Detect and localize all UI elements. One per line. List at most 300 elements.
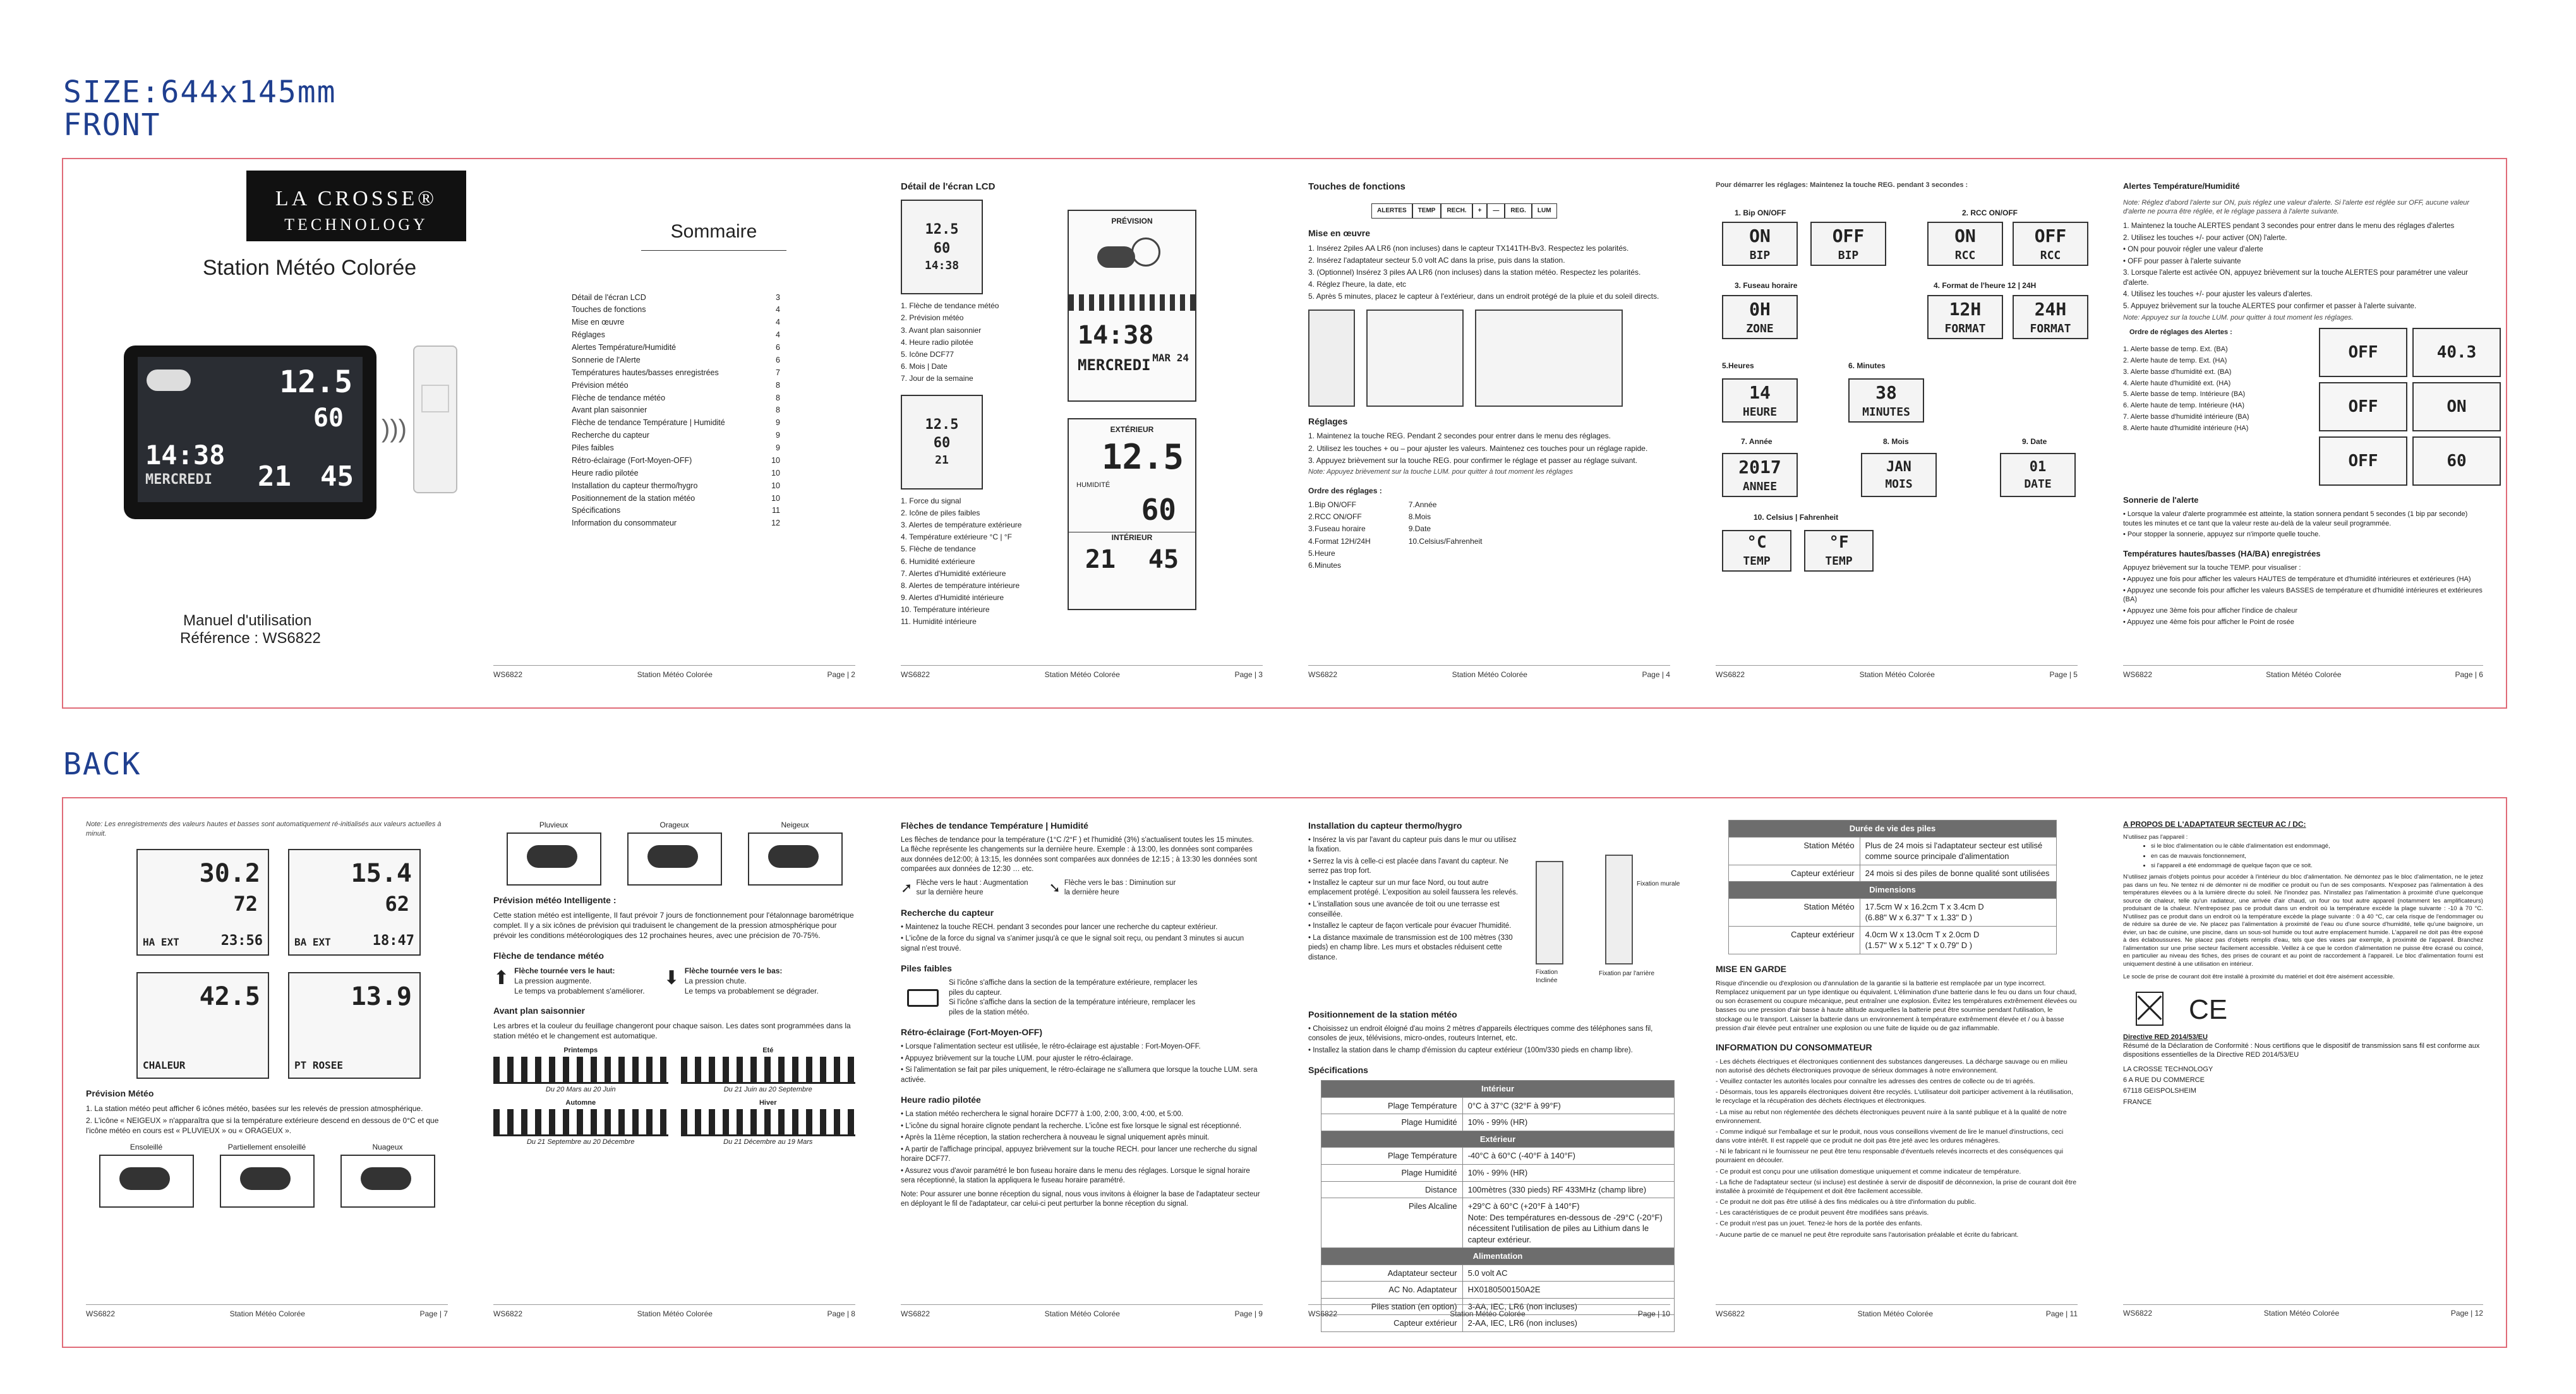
weather-icon-label: Neigeux	[781, 820, 809, 829]
footer-page: Page | 6	[2455, 670, 2483, 679]
table-cell-label: Plage Température	[1321, 1097, 1463, 1114]
up-1: La pression augmente.	[514, 976, 592, 985]
setup-list	[1308, 243, 1670, 302]
toc-item	[572, 405, 780, 416]
settings-screens-title: Pour démarrer les réglages: Maintenez la touche REG. pendant 3 secondes :	[1716, 181, 1968, 189]
table-cell-value: HX0180500150A2E	[1462, 1282, 1674, 1299]
settings-screens-panel	[1693, 159, 2100, 707]
footer-model: WS6822	[86, 1309, 116, 1318]
toc-item-page: 6	[776, 343, 780, 352]
records-forecast	[86, 1103, 448, 1136]
table-row	[1321, 1148, 1675, 1165]
company-address	[2123, 1065, 2483, 1107]
humidite-label: HUMIDITÉ	[1076, 481, 1110, 490]
toc-item-label: Flèche de tendance météo	[572, 393, 666, 402]
toc-item	[572, 292, 780, 303]
footer-model: WS6822	[1716, 1309, 1745, 1318]
record-screen	[288, 972, 421, 1079]
up-title: Flèche tournée vers le haut:	[514, 966, 615, 975]
table-row	[1321, 1282, 1675, 1299]
toc-item-page: 10	[771, 455, 780, 465]
table-cell-value: 17.5cm W x 16.2cm T x 3.4cm D (6.88" W x 6.37" T x 1.33" D )	[1860, 898, 2056, 926]
trees-icon	[493, 1109, 668, 1136]
toc-item-page: 8	[776, 406, 780, 415]
weather-icon-box	[507, 820, 601, 886]
season-text: Les arbres et la couleur du feuillage changeront pour chaque saison. Les dates sont programmées dans la station météo et le changement est automatique.	[493, 1021, 851, 1041]
forecast-icons	[86, 1142, 448, 1208]
list-item: 7. Alertes d'Humidité extérieure	[901, 568, 1006, 578]
table-cell-value: 24 mois si des piles de bonne qualité sont utilisées	[1860, 865, 2056, 882]
list-item: • Si l'alimentation se fait par piles uniquement, le rétro-éclairage ne s'allumera que lorsque la touche LUM. sera activée.	[901, 1066, 1258, 1084]
trend-title: Flèche de tendance météo	[493, 950, 605, 961]
toc-item	[572, 455, 780, 466]
list-item: 2. Utilisez les touches + ou – pour ajuster les valeurs. Maintenez ces touches pour un réglage rapide.	[1308, 443, 1648, 453]
page-footer	[86, 1304, 448, 1319]
trend-panel	[878, 798, 1285, 1347]
trees-strip	[1069, 294, 1195, 311]
list-item: LA CROSSE TECHNOLOGY	[2123, 1065, 2213, 1073]
toc-item-page: 11	[772, 506, 780, 515]
list-item: Appuyez brièvement sur la touche TEMP. pour visualiser :	[2123, 563, 2301, 572]
table-header: Intérieur	[1321, 1081, 1675, 1098]
toc-item-label: Piles faibles	[572, 443, 614, 452]
forecast-icons-2	[493, 820, 855, 886]
weather-icon-box	[99, 1142, 194, 1208]
screen-date: 01 DATE	[2000, 453, 2076, 497]
toc-item	[572, 342, 780, 353]
table-row	[1321, 1164, 1675, 1181]
alert-screen: 60	[2412, 436, 2501, 486]
toc-item-page: 3	[776, 292, 780, 302]
thumb2-hum: 60	[933, 435, 951, 452]
battery-2: Si l'icône s'affiche dans la section de la température intérieure, remplacer les piles de la station météo.	[949, 999, 1196, 1016]
toc-item-label: Installation du capteur thermo/hygro	[572, 481, 698, 490]
list-item: 3. (Optionnel) Insérez 3 piles AA LR6 (non incluses) dans la station météo. Respectez les polarités.	[1308, 268, 1641, 277]
minmax-title: Températures hautes/basses (HA/BA) enregistrées	[2123, 549, 2321, 559]
toc-item-label: Heure radio pilotée	[572, 468, 639, 478]
toc-item-label: Réglages	[572, 330, 605, 340]
table-cell-value: 0°C à 37°C (32°F à 99°F)	[1462, 1097, 1674, 1114]
list-item: 1. Alerte basse de temp. Ext. (BA)	[2123, 345, 2228, 354]
lcd-big-day: MERCREDI	[1078, 356, 1151, 375]
table-cell-value: 10% - 99% (HR)	[1462, 1114, 1674, 1131]
season-dates: Du 21 Décembre au 19 Mars	[723, 1138, 813, 1146]
footer-model: WS6822	[1308, 1309, 1338, 1318]
list-item: - La fiche de l'adaptateur secteur (si incluse) est destinée à servir de dispositif de déconnexion, la prise de courant doit être installée à proximité de l'équipement et doit être facilement accessible.	[1716, 1178, 2077, 1195]
toc-item-label: Sonnerie de l'Alerte	[572, 355, 641, 364]
front-band	[62, 158, 2507, 709]
fix3-label: Fixation par l'arrière	[1599, 970, 1655, 977]
screen-mois: JAN MOIS	[1861, 453, 1937, 497]
table-cell-label: Station Météo	[1729, 837, 1860, 865]
sensor-fix-2	[1605, 855, 1633, 964]
table-cell-value: 100mètres (330 pieds) RF 433MHz (champ libre)	[1462, 1181, 1674, 1198]
toc-item-page: 4	[776, 330, 780, 340]
alert-screen: OFF	[2319, 382, 2407, 431]
smart-title: Prévision météo Intelligente :	[493, 895, 617, 906]
toc-item	[572, 418, 780, 428]
table-cell-label: Capteur extérieur	[1729, 926, 1860, 954]
record-hum: 72	[233, 891, 258, 916]
list-item: • La station météo recherchera le signal horaire DCF77 à 1:00, 2:00, 3:00, 4:00, et 5:00.	[901, 1110, 1184, 1119]
order-right	[1409, 500, 1483, 572]
device-cloud-icon	[147, 370, 191, 391]
consumer-list	[1716, 1057, 2078, 1239]
list-item: • ON pour pouvoir régler une valeur d'alerte	[2123, 246, 2263, 254]
page-footer	[1716, 1304, 2078, 1319]
table-cell-label: Capteur extérieur	[1321, 1315, 1463, 1332]
list-item: - Les déchets électriques et électroniques contiennent des substances dangereuses. La décharge sauvage ou en milieu non autorisé des déchets électroniques provoque de sérieux dommages à notre environnement.	[1716, 1057, 2067, 1074]
record-temp: 13.9	[351, 982, 412, 1011]
table-row	[1729, 926, 2057, 954]
table-cell-label: Station Météo	[1729, 898, 1860, 926]
toc-item-label: Flèche de tendance Température | Humidité	[572, 418, 725, 428]
list-item: - Ce produit est conçu pour une utilisation domestique uniquement et comme indicateur de température.	[1716, 1167, 2021, 1175]
list-item: 5. Alerte basse de temp. Intérieure (BA)	[2123, 390, 2246, 399]
alert-screen: OFF	[2319, 436, 2407, 486]
table-cell-value: 4.0cm W x 13.0cm T x 2.0cm D (1.57" W x 5.12" T x 0.79" D )	[1860, 926, 2056, 954]
weather-a-0-icon	[99, 1155, 194, 1208]
keys-row	[1371, 203, 1670, 219]
consumer-title: INFORMATION DU CONSOMMATEUR	[1716, 1042, 1872, 1052]
sensor-back	[1308, 309, 1355, 407]
list-item: 3. Avant plan saisonnier	[901, 325, 982, 335]
footer-page: Page | 7	[419, 1309, 448, 1318]
list-item: • L'icône du signal horaire clignote pendant la recherche. L'icône est fixe lorsque le signal est réceptionné.	[901, 1122, 1242, 1130]
list-item: 5. Appuyez brièvement sur la touche ALERTES pour confirmer et passer à l'alerte suivante.	[2123, 302, 2417, 310]
brand-logo	[246, 171, 466, 241]
toc-item-page: 4	[776, 318, 780, 327]
screen-rcc-on: ON RCC	[1927, 222, 2003, 266]
spec-title: Spécifications	[1308, 1065, 1368, 1076]
brand-line2: TECHNOLOGY	[284, 215, 428, 234]
list-item: 2. Icône de piles faibles	[901, 508, 980, 517]
record-label: HA EXT	[143, 936, 179, 949]
season-dates: Du 20 Mars au 20 Juin	[545, 1086, 616, 1094]
list-item: 3. Alerte basse d'humidité ext. (BA)	[2123, 368, 2232, 376]
thumb2-temp-in: 21	[935, 454, 949, 467]
footer-model: WS6822	[2123, 1309, 2153, 1318]
table-cell-label: Adaptateur secteur	[1321, 1265, 1463, 1282]
list-item: 1. Insérez 2piles AA LR6 (non incluses) dans le capteur TX141TH-Bv3. Respectez les polarités.	[1308, 243, 1629, 253]
toc-item-label: Températures hautes/basses enregistrées	[572, 368, 719, 377]
table-cell-value: 2-AA, IEC, LR6 (non incluses)	[1462, 1315, 1674, 1332]
station-back	[1475, 309, 1623, 407]
radio-list	[901, 1110, 1263, 1186]
key-0: ALERTES	[1371, 203, 1412, 219]
label-bip: 1. Bip ON/OFF	[1735, 208, 1786, 217]
screen-24h: 24H FORMAT	[2013, 295, 2088, 339]
table-row	[1321, 1114, 1675, 1131]
footer-page: Page | 10	[1637, 1309, 1670, 1318]
table-cell-label: AC No. Adaptateur	[1321, 1282, 1463, 1299]
table-row	[1321, 1097, 1675, 1114]
list-item: • La distance maximale de transmission est de 100 mètres (330 pieds) en champ libre. Les murs et obstacles réduisent cette distance.	[1308, 934, 1513, 961]
list-item: 7.Année	[1408, 500, 1437, 510]
screen-minutes: 38 MINUTES	[1848, 378, 1924, 423]
size-label: SIZE:644x145mm	[63, 75, 337, 110]
ring-title: Sonnerie de l'alerte	[2123, 495, 2199, 505]
toc-item-label: Positionnement de la station météo	[572, 493, 695, 503]
list-item: 7. Jour de la semaine	[901, 374, 973, 383]
footer-page: Page | 12	[2450, 1309, 2483, 1318]
list-item: 1. La station météo peut afficher 6 icônes météo, basées sur les relevés de pression atmosphérique.	[86, 1103, 423, 1113]
lcd-big-hum: 60	[1141, 492, 1176, 527]
lcd-thumb-2	[901, 395, 983, 490]
spec-table	[1321, 1080, 1675, 1332]
season-name: Eté	[762, 1047, 774, 1055]
toc-item-page: 9	[776, 443, 780, 452]
record-temp: 30.2	[199, 858, 260, 888]
list-item: 9.Date	[1408, 524, 1431, 534]
ce-mark-icon: CE	[2189, 994, 2228, 1025]
list-item: - Ce produit n'est pas un jouet. Tenez-le hors de la portée des enfants.	[1716, 1220, 1922, 1228]
list-item: • Appuyez brièvement sur la touche LUM. pour ajuster le rétro-éclairage.	[901, 1054, 1133, 1062]
functions-panel	[1285, 159, 1693, 707]
screen-bip-on: ON BIP	[1722, 222, 1798, 266]
table-cell-label: Plage Humidité	[1321, 1164, 1463, 1181]
season-dates: Du 21 Septembre au 20 Décembre	[526, 1138, 635, 1146]
list-item: - La mise au rebut non réglementée des déchets électroniques peuvent nuire à la santé publique et à la qualité de notre environnement.	[1716, 1108, 2067, 1125]
screen-12h: 12H FORMAT	[1927, 295, 2003, 339]
weather-icon-box	[340, 1142, 435, 1208]
list-item: 4. Alerte haute d'humidité ext. (HA)	[2123, 379, 2231, 387]
cover-panel	[63, 159, 471, 707]
record-screen	[288, 849, 421, 956]
page-footer	[493, 665, 855, 680]
list-item: 3.Fuseau horaire	[1308, 524, 1366, 534]
page-footer	[901, 1304, 1263, 1319]
screen-fahrenheit: °F TEMP	[1804, 530, 1874, 572]
radio-note: Note: Pour assurer une bonne réception du signal, nous vous invitons à éloigner la base de l'adaptateur secteur en déployant le fil de l'adaptateur, car celui-ci peut perturber la bonne réception du signal.	[901, 1190, 1260, 1208]
records-screens	[136, 849, 448, 1079]
table-cell-value: -40°C à 60°C (-40°F à 140°F)	[1462, 1148, 1674, 1165]
adapter-intro: N'utilisez pas l'appareil :	[2123, 833, 2188, 841]
toc-item-page: 9	[776, 418, 780, 428]
footer-name: Station Météo Colorée	[1450, 1309, 1526, 1318]
toc-item-page: 7	[776, 368, 780, 377]
footer-page: Page | 9	[1234, 1309, 1263, 1318]
light-list	[901, 1042, 1263, 1085]
table-row	[1321, 1181, 1675, 1198]
list-item: • L'installation sous une avancée de toit ou une terrasse est conseillée.	[1308, 900, 1500, 918]
records-panel	[63, 798, 471, 1347]
footer-page: Page | 2	[827, 670, 855, 679]
install-panel	[1285, 798, 1693, 1347]
thumb1-hum: 60	[933, 241, 951, 257]
trend-t-text: Les flèches de tendance pour la température (1°C /2°F ) et l'humidité (3%) s'actualisent toutes les 15 minutes. La flèche représente les changements sur la dernière heure. Exemple : à 13:00, les données sont comparées aux données de12:00; à 13:15, les données sont comparées aux données de 12:15 ; à 13:30 les données sont comparées aux données de 12:30 … etc.	[901, 836, 1257, 874]
list-item: • Insérez la vis par l'avant du capteur puis dans le mur ou utilisez la fixation.	[1308, 836, 1517, 854]
list-item: • Après la 11ème réception, la station recherchera à nouveau le signal uniquement après minuit.	[901, 1134, 1210, 1142]
pos-list	[1308, 1024, 1670, 1056]
manual-label: Manuel d'utilisation	[183, 612, 312, 629]
list-item: 3. Alertes de température extérieure	[901, 520, 1022, 529]
table-cell-label: Piles station (en option)	[1321, 1298, 1463, 1315]
lcd-big-temp-in: 21	[1085, 545, 1116, 575]
adapter-footer-body: Le socle de prise de courant doit être installé à proximité du matériel et doit être aisément accessible.	[2123, 973, 2395, 981]
alerts-screens	[2319, 328, 2506, 486]
list-item: • Maintenez la touche RECH. pendant 3 secondes pour lancer une recherche du capteur extérieur.	[901, 923, 1218, 931]
page-footer	[493, 1304, 855, 1319]
list-item: - Aucune partie de ce manuel ne peut être reproduite sans l'autorisation préalable et écrite du fabricant.	[1716, 1230, 2019, 1239]
season-dates: Du 21 Juin au 20 Septembre	[723, 1086, 812, 1094]
weather-icon-label: Nuageux	[372, 1143, 403, 1152]
table-cell-label: Distance	[1321, 1181, 1463, 1198]
device-screen	[138, 357, 363, 502]
list-item: 6.Minutes	[1308, 561, 1342, 570]
list-item: - Ni le fabricant ni le fournisseur ne peut être tenu responsable d'éventuels relevés incorrects et des conséquences qui pourraient en découler.	[1716, 1148, 2064, 1165]
toc-item	[572, 304, 780, 315]
adapter-bullets	[2123, 843, 2483, 870]
list-item: 2. Prévision météo	[901, 313, 964, 323]
page-footer	[2123, 665, 2483, 680]
battery-1: Si l'icône s'affiche dans la section de la température extérieure, remplacer les piles du capteur.	[949, 979, 1198, 997]
adapter-panel	[2100, 798, 2506, 1347]
trend-t-title: Flèches de tendance Température | Humidité	[901, 820, 1088, 831]
list-item: • L'icône de la force du signal va s'animer jusqu'à ce que le signal soit reçu, ou pendant 3 minutes si aucun signal n'est trouvé.	[901, 935, 1244, 952]
down-title: Flèche tournée vers le bas:	[684, 966, 783, 975]
list-item: - Les caractéristiques de ce produit peuvent être modifiées sans préavis.	[1716, 1209, 1929, 1217]
device-temp-in: 21	[258, 460, 291, 493]
table-row	[1321, 1198, 1675, 1248]
ring-list	[2123, 510, 2483, 540]
weather-icon-box	[627, 820, 722, 886]
key-5: REG.	[1505, 203, 1531, 219]
toc-item-page: 4	[776, 305, 780, 315]
install-list	[1308, 836, 1523, 963]
record-label: PT ROSEE	[294, 1059, 344, 1072]
footer-name: Station Météo Colorée	[1044, 1309, 1120, 1318]
screen-zone: 0H ZONE	[1722, 295, 1798, 339]
season-title: Avant plan saisonnier	[493, 1006, 585, 1016]
table-cell-label: Plage Humidité	[1321, 1114, 1463, 1131]
list-item: • en cas de mauvais fonctionnement,	[2151, 853, 2483, 860]
weather-b-2-icon	[748, 832, 843, 886]
season-box	[681, 1046, 856, 1095]
record-label: BA EXT	[294, 936, 331, 949]
list-item: 4. Utilisez les touches +/- pour ajuster les valeurs d'alertes.	[2123, 291, 2313, 299]
lcd-detail-title: Détail de l'écran LCD	[901, 181, 996, 192]
trend-down-icon: ➘	[1049, 879, 1061, 896]
list-item: • Choisissez un endroit éloigné d'au moins 2 mètres d'appareils électriques comme des téléphones sans fil, consoles de jeux, télévisions, micro-ondes, routeurs Internet, etc.	[1308, 1024, 1653, 1043]
adapter-title: A PROPOS DE L'ADAPTATEUR SECTEUR AC / DC:	[2123, 820, 2306, 829]
table-cell-value: 10% - 99% (HR)	[1462, 1164, 1674, 1181]
install-diagram	[1308, 309, 1670, 407]
records-note: Note: Les enregistrements des valeurs hautes et basses sont automatiquement ré-initialisés aux valeurs actuelles à minuit.	[86, 820, 442, 838]
list-item: • Lorsque l'alimentation secteur est utilisée, le rétro-éclairage est ajustable : Fort-Moyen-OFF.	[901, 1043, 1201, 1051]
reference-label: Référence : WS6822	[180, 630, 321, 647]
list-item: 4. Température extérieure °C | °F	[901, 532, 1012, 542]
table-cell-value: Plus de 24 mois si l'adaptateur secteur est utilisé comme source principale d'alimentation	[1860, 837, 2056, 865]
thumb1-time: 14:38	[924, 258, 960, 272]
list-item: 2. Alerte haute de temp. Ext. (HA)	[2123, 356, 2227, 364]
toc-item-page: 8	[776, 393, 780, 402]
table-cell-label: Piles Alcaline	[1321, 1198, 1463, 1248]
cover-title: Station Météo Colorée	[202, 256, 417, 280]
table-cell-label: Capteur extérieur	[1729, 865, 1860, 882]
list-item: 10.Celsius/Fahrenheit	[1408, 536, 1483, 546]
alerts-panel	[2100, 159, 2506, 707]
label-zone: 3. Fuseau horaire	[1735, 280, 1798, 290]
battery-cover	[1366, 309, 1464, 407]
label-minutes: 6. Minutes	[1848, 361, 1886, 370]
arrow-up-icon: ⬆	[493, 967, 510, 988]
footer-name: Station Météo Colorée	[1857, 1309, 1934, 1318]
footer-name: Station Météo Colorée	[2266, 670, 2342, 679]
record-time: 23:56	[220, 933, 263, 949]
list-item: • OFF pour passer à l'alerte suivante	[2123, 257, 2241, 265]
list-item: 5. Icône DCF77	[901, 350, 954, 359]
key-1: TEMP	[1412, 203, 1441, 219]
toc-item	[572, 317, 780, 328]
device-temp-out: 12.5	[279, 364, 352, 400]
toc-item	[572, 380, 780, 391]
weather-a-2-icon	[340, 1155, 435, 1208]
directive-title: Directive RED 2014/53/EU	[2123, 1033, 2208, 1041]
seasons-grid	[493, 1046, 855, 1146]
list-item: 3. Lorsque l'alerte est activée ON, appuyez brièvement sur la touche ALERTES pour paramétrer une valeur d'alerte.	[2123, 269, 2468, 287]
footer-model: WS6822	[901, 670, 930, 679]
weather-icon-label: Orageux	[659, 820, 689, 829]
page-footer	[1308, 1304, 1670, 1319]
table-row	[1321, 1265, 1675, 1282]
list-item: 4. Heure radio pilotée	[901, 337, 973, 347]
warn-text: Risque d'incendie ou d'explosion ou d'annulation de la garantie si la batterie est remplacée par un type incorrect. Remplacez uniquement par un type identique ou équivalent. L'élimination d'une batterie dans le feu ou dans un four chaud, ou son écrasement ou coupure mécanique, peut entraîner une explosion. Évitez les températures extrêmement élevées ou basses ou une pression d'air basse à haute altitude auxquelles la batterie peut être soumise pendant l'utilisation, le stockage ou le transport. Laisser la batterie dans un environnement à température extrêmement élevée et / ou à basse pression d'air élevée peut entraîner une explosion ou une fuite de liquide ou de gaz inflammable.	[1716, 979, 2077, 1032]
table-row	[1729, 898, 2057, 926]
trend-up-icon: ➚	[901, 879, 913, 896]
list-item: • Pour stopper la sonnerie, appuyez sur n'importe quelle touche.	[2123, 531, 2321, 539]
lcd-big-date: MAR 24	[1152, 352, 1189, 364]
season-name: Printemps	[563, 1047, 598, 1055]
forecast-title: Prévision Météo	[86, 1088, 154, 1098]
list-item: 6. Humidité extérieure	[901, 556, 975, 566]
list-item: • Appuyez une seconde fois pour afficher les valeurs BASSES de température et d'humidité intérieures et extérieures (BA)	[2123, 586, 2483, 604]
weather-icon-box	[220, 1142, 315, 1208]
list-item: 1. Force du signal	[901, 496, 961, 505]
toc-item-label: Recherche du capteur	[572, 431, 649, 440]
thumb2-temp: 12.5	[925, 416, 959, 433]
list-item: 6. Alerte haute de temp. Intérieure (HA)	[2123, 402, 2244, 410]
weee-bin-icon	[2136, 992, 2164, 1026]
list-item: 9. Alertes d'Humidité intérieure	[901, 593, 1004, 603]
light-title: Rétro-éclairage (Fort-Moyen-OFF)	[901, 1027, 1043, 1038]
thumb1-temp: 12.5	[925, 222, 959, 238]
weather-icon-box	[748, 820, 843, 886]
list-item: - Désormais, tous les appareils électroniques doivent être recyclés. L'utilisateur doit participer activement à la réutilisation, le recyclage et la récupération des déchets électriques et électroniques.	[1716, 1088, 2073, 1105]
screen-rcc-off: OFF RCC	[2013, 222, 2088, 266]
list-item: 1.Bip ON/OFF	[1308, 500, 1357, 510]
footer-model: WS6822	[2123, 670, 2153, 679]
lcd-detail-panel	[878, 159, 1285, 707]
list-item: • Installez la station dans le champ d'émission du capteur extérieur (100m/330 pieds en champ libre).	[1308, 1046, 1633, 1054]
footer-page: Page | 8	[827, 1309, 855, 1318]
list-item: • Installez le capteur de façon verticale pour évacuer l'humidité.	[1308, 922, 1512, 930]
trees-icon	[681, 1057, 856, 1084]
toc-list	[572, 292, 780, 529]
fix1-label: Fixation murale	[1637, 880, 1680, 887]
footer-name: Station Météo Colorée	[637, 670, 713, 679]
weather-b-1-icon	[627, 832, 722, 886]
page-footer	[1716, 665, 2078, 680]
list-item: • si le bloc d'alimentation ou le câble d'alimentation est endommagé,	[2151, 843, 2483, 850]
front-label: FRONT	[63, 107, 161, 143]
table-header: Dimensions	[1729, 882, 2057, 899]
weather-a-1-icon	[220, 1155, 315, 1208]
weather-icon-label: Ensoleillé	[129, 1143, 163, 1152]
list-item: 11. Humidité intérieure	[901, 617, 977, 627]
season-box	[493, 1098, 668, 1147]
alerts-steps	[2123, 222, 2483, 311]
